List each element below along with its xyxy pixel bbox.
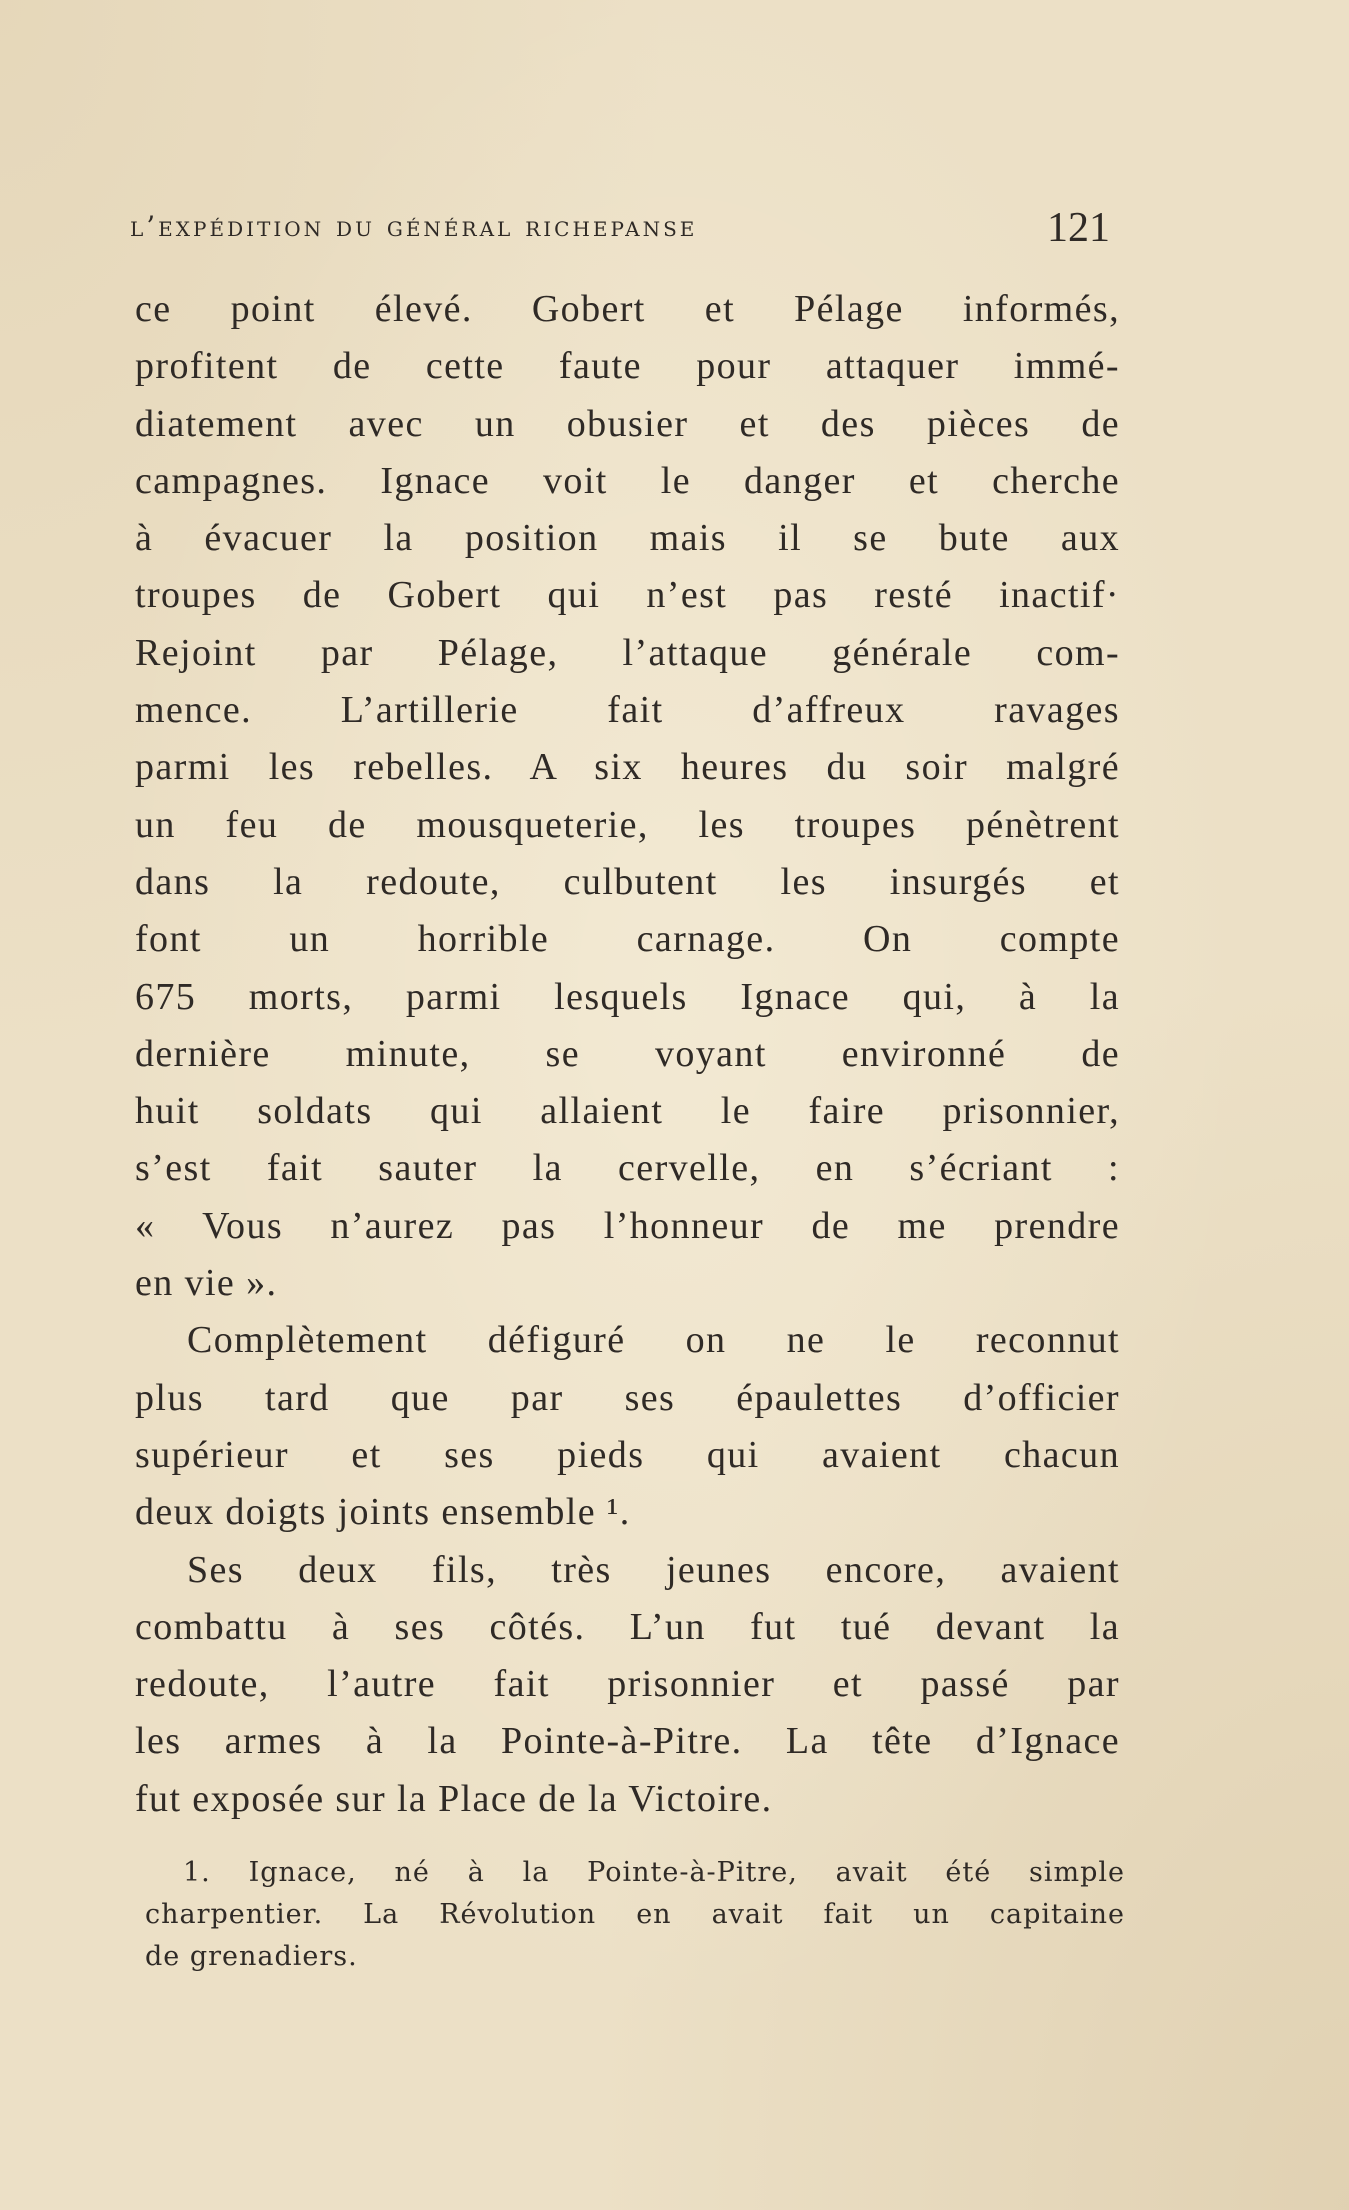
body-text xyxy=(135,281,1120,1828)
footnote xyxy=(145,1852,1125,1978)
text-line: parmi les rebelles. A six heures du soir malgré xyxy=(135,746,1120,789)
text-line: campagnes. Ignace voit le danger et cherche xyxy=(135,459,1120,502)
text-line: « Vous n’aurez pas l’honneur de me prendre xyxy=(135,1204,1120,1247)
text-line: 675 morts, parmi lesquels Ignace qui, à la xyxy=(135,975,1120,1018)
text-line: combattu à ses côtés. L’un fut tué devant la xyxy=(135,1605,1120,1648)
text-line: dernière minute, se voyant environné de xyxy=(135,1032,1120,1075)
text-line: un feu de mousqueterie, les troupes pénètrent xyxy=(135,803,1120,846)
text-line: dans la redoute, culbutent les insurgés et xyxy=(135,860,1120,903)
text-line: huit soldats qui allaient le faire prisonnier, xyxy=(135,1090,1120,1133)
text-line: font un horrible carnage. On compte xyxy=(135,918,1120,961)
footnote-line: de grenadiers. xyxy=(145,1941,358,1972)
text-line: Complètement défiguré on ne le reconnut xyxy=(187,1319,1120,1362)
text-line: supérieur et ses pieds qui avaient chacun xyxy=(135,1433,1120,1476)
page-header xyxy=(130,204,1110,254)
text-line: redoute, l’autre fait prisonnier et passé par xyxy=(135,1663,1120,1706)
text-line: profitent de cette faute pour attaquer immé- xyxy=(135,345,1120,388)
text-line: deux doigts joints ensemble ¹. xyxy=(135,1491,631,1534)
text-line: troupes de Gobert qui n’est pas resté inactif· xyxy=(135,574,1120,617)
text-line: ce point élevé. Gobert et Pélage informés, xyxy=(135,288,1120,330)
text-line: Ses deux fils, très jeunes encore, avaient xyxy=(187,1548,1120,1591)
text-line: diatement avec un obusier et des pièces de xyxy=(135,402,1120,445)
footnote-line: charpentier. La Révolution en avait fait un capitaine xyxy=(145,1899,1125,1930)
text-line: Rejoint par Pélage, l’attaque générale com- xyxy=(135,631,1120,674)
text-line: plus tard que par ses épaulettes d’officier xyxy=(135,1376,1120,1419)
text-line: à évacuer la position mais il se bute aux xyxy=(135,517,1120,560)
text-line: en vie ». xyxy=(135,1262,278,1305)
running-head: l’expédition du général richepanse xyxy=(130,210,698,243)
footnote-line: 1. Ignace, né à la Pointe-à-Pitre, avait été simple xyxy=(183,1857,1125,1888)
page-number: 121 xyxy=(1047,205,1110,251)
text-line: les armes à la Pointe-à-Pitre. La tête d’Ignace xyxy=(135,1720,1120,1763)
text-line: fut exposée sur la Place de la Victoire. xyxy=(135,1777,773,1820)
text-line: s’est fait sauter la cervelle, en s’écriant : xyxy=(135,1147,1120,1190)
text-line: mence. L’artillerie fait d’affreux ravages xyxy=(135,689,1120,732)
